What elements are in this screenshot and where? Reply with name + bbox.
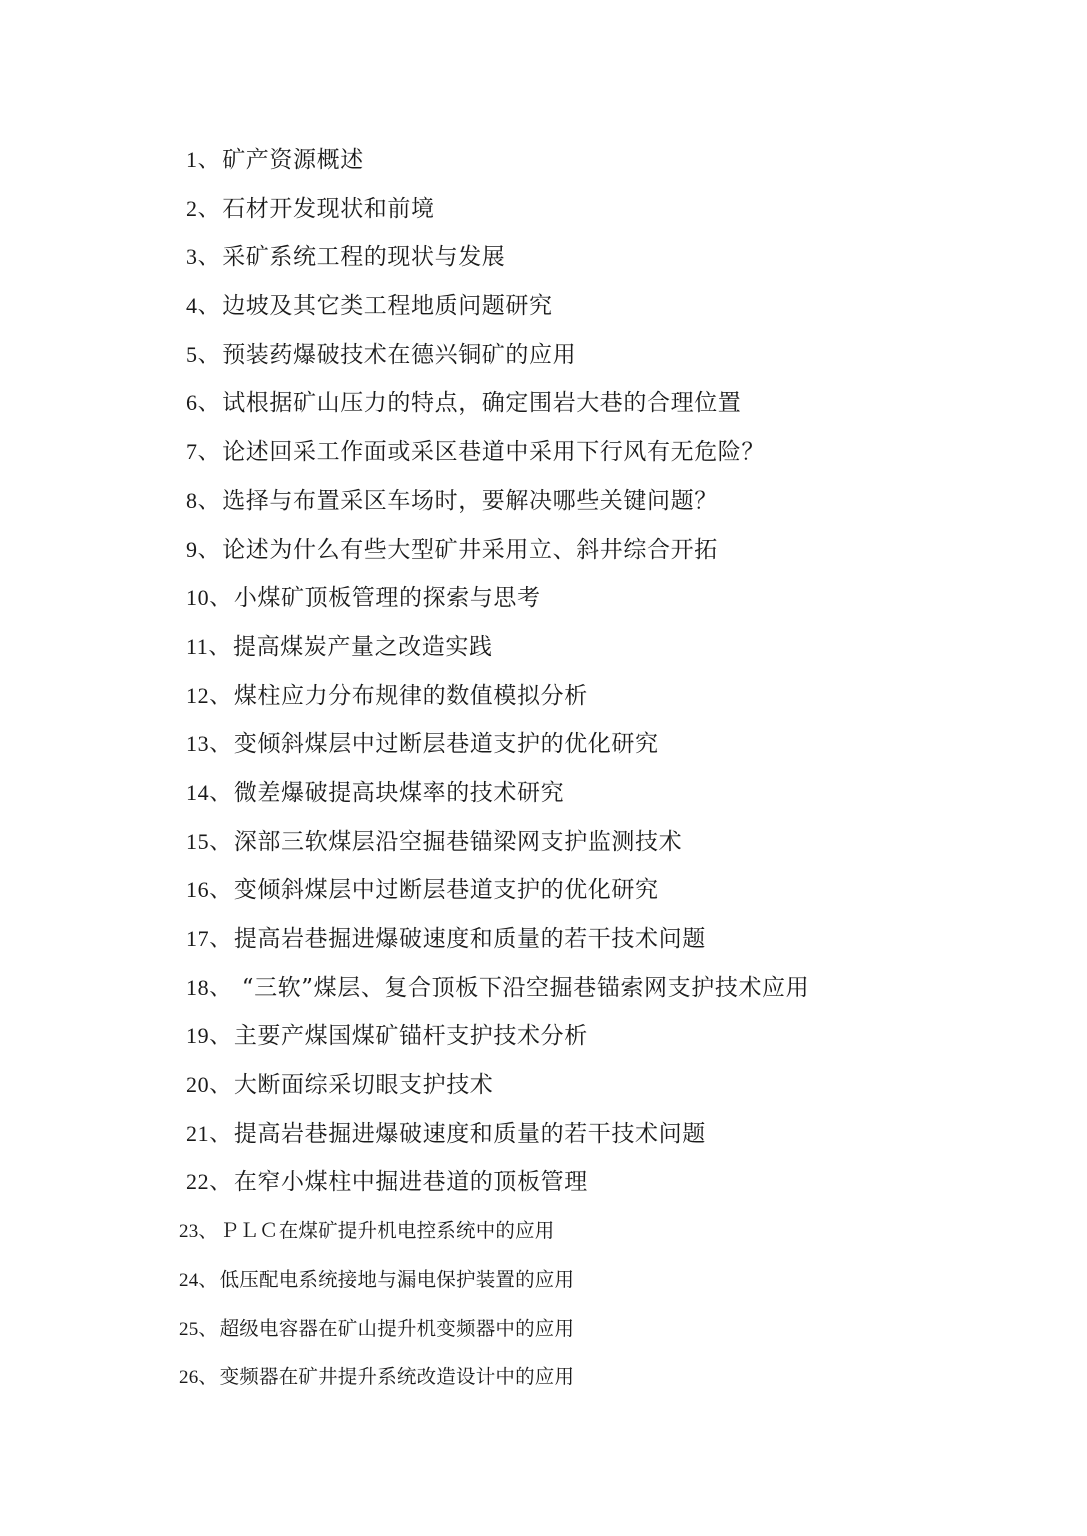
- item-number: 25、: [179, 1318, 218, 1340]
- list-item: [0, 574, 1087, 623]
- list-item: [0, 526, 1087, 575]
- item-title: 论述为什么有些大型矿井采用立、斜井综合开拓: [222, 536, 718, 563]
- item-title: 边坡及其它类工程地质问题研究: [222, 293, 553, 320]
- item-number: 9、: [186, 536, 221, 562]
- item-number: 2、: [186, 195, 221, 221]
- item-title: 在窄小煤柱中掘进巷道的顶板管理: [233, 1169, 588, 1196]
- item-number: 26、: [179, 1367, 218, 1389]
- item-title: 选择与布置采区车场时，要解决哪些关键问题？: [222, 487, 718, 514]
- item-title: 主要产煤国煤矿锚杆支护技术分析: [233, 1023, 588, 1050]
- list-item: [0, 720, 1087, 769]
- item-number: 15、: [186, 828, 232, 854]
- item-number: 8、: [186, 487, 221, 513]
- item-title: 变频器在矿井提升系统改造设计中的应用: [219, 1365, 575, 1389]
- item-number: 16、: [186, 877, 232, 903]
- item-title: 矿产资源概述: [222, 147, 364, 173]
- item-title: 提高岩巷掘进爆破速度和质量的若干技术问题: [233, 926, 706, 952]
- list-item: [0, 282, 1087, 331]
- item-title: 提高煤炭产量之改造实践: [232, 633, 493, 660]
- list-item: [0, 1061, 1087, 1110]
- item-number: 11、: [186, 633, 231, 659]
- item-title: 深部三软煤层沿空掘巷锚梁网支护监测技术: [233, 828, 683, 855]
- list-item: [0, 185, 1087, 234]
- item-number: 18、: [186, 974, 232, 1000]
- item-title: 微差爆破提高块煤率的技术研究: [233, 779, 565, 806]
- item-number: 6、: [186, 390, 221, 416]
- list-item: [0, 1256, 1087, 1305]
- item-number: 17、: [186, 926, 232, 951]
- item-title: 采矿系统工程的现状与发展: [222, 244, 506, 271]
- list-item: [0, 1207, 1087, 1256]
- list-item: [0, 477, 1087, 526]
- item-number: 20、: [186, 1072, 232, 1098]
- list-item: [0, 964, 1087, 1013]
- list-item: [0, 1353, 1087, 1402]
- item-number: 23、: [179, 1221, 218, 1243]
- list-item: [0, 428, 1087, 477]
- list-item: [0, 1012, 1087, 1061]
- list-item: [0, 331, 1087, 380]
- list-item: [0, 379, 1087, 428]
- item-title: 低压配电系统接地与漏电保护装置的应用: [219, 1267, 575, 1291]
- item-title: 石材开发现状和前境: [222, 195, 435, 222]
- item-title: 提高岩巷掘进爆破速度和质量的若干技术问题: [233, 1120, 706, 1147]
- item-title: 试根据矿山压力的特点，确定围岩大巷的合理位置: [222, 390, 742, 417]
- list-item: [0, 136, 1087, 185]
- item-number: 21、: [186, 1120, 232, 1146]
- list-item: [0, 623, 1087, 672]
- list-item: [0, 1158, 1087, 1207]
- item-title: 论述回采工作面或采区巷道中采用下行风有无危险？: [222, 439, 766, 466]
- item-number: 12、: [186, 682, 232, 708]
- item-number: 13、: [186, 731, 232, 757]
- list-item: [0, 1110, 1087, 1159]
- item-number: 10、: [186, 585, 232, 611]
- item-number: 4、: [186, 293, 221, 319]
- item-title: 超级电容器在矿山提升机变频器中的应用: [219, 1316, 575, 1340]
- list-item: [0, 1305, 1087, 1354]
- item-title: 煤柱应力分布规律的数值模拟分析: [233, 682, 588, 709]
- list-item: [0, 233, 1087, 282]
- item-number: 7、: [186, 439, 221, 465]
- item-number: 22、: [186, 1169, 232, 1195]
- item-title: ＰＬＣ在煤矿提升机电控系统中的应用: [219, 1219, 555, 1243]
- topic-list: [0, 136, 1087, 1402]
- item-number: 24、: [179, 1269, 218, 1291]
- item-title: “三软”煤层、复合顶板下沿空掘巷锚索网支护技术应用: [233, 974, 810, 1001]
- list-item: [0, 818, 1087, 867]
- item-title: 大断面综采切眼支护技术: [233, 1072, 494, 1099]
- list-item: [0, 769, 1087, 818]
- item-number: 5、: [186, 341, 221, 367]
- item-title: 小煤矿顶板管理的探索与思考: [233, 585, 541, 612]
- item-number: 19、: [186, 1023, 232, 1049]
- item-title: 变倾斜煤层中过断层巷道支护的优化研究: [233, 731, 659, 758]
- item-title: 预装药爆破技术在德兴铜矿的应用: [222, 341, 577, 368]
- item-title: 变倾斜煤层中过断层巷道支护的优化研究: [233, 877, 659, 904]
- list-item: [0, 915, 1087, 964]
- item-number: 3、: [186, 244, 221, 270]
- item-number: 14、: [186, 779, 232, 805]
- list-item: [0, 672, 1087, 721]
- list-item: [0, 866, 1087, 915]
- item-number: 1、: [186, 147, 221, 172]
